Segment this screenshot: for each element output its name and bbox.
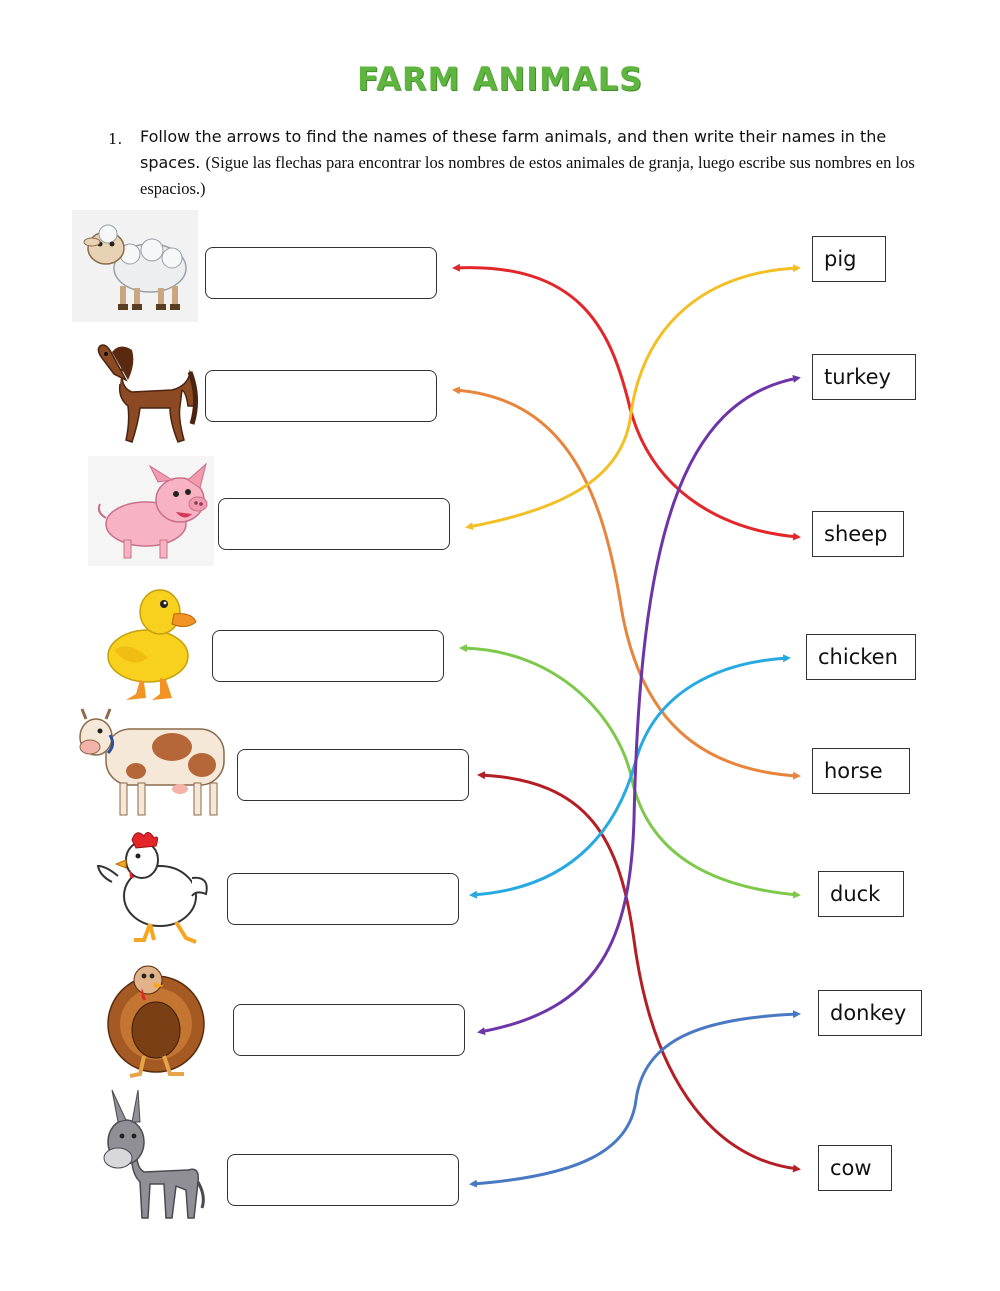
arrow-donkey [472,1014,798,1184]
word-box-duck: duck [818,871,904,917]
arrow-horse [455,390,798,776]
word-box-turkey: turkey [812,354,916,400]
instruction-english: Follow the arrows to find the names of these farm animals, and then write their names in the spaces. [140,127,887,172]
word-box-chicken: chicken [806,634,916,680]
word-box-cow: cow [818,1145,892,1191]
word-box-horse: horse [812,748,910,794]
word-box-pig: pig [812,236,886,282]
instruction-number: 1. [108,130,123,148]
worksheet-title: FARM ANIMALS [356,60,644,98]
word-box-sheep: sheep [812,511,904,557]
arrow-turkey [480,378,798,1032]
word-box-donkey: donkey [818,990,922,1036]
arrow-duck [462,648,798,895]
arrow-cow [480,775,798,1169]
instruction-spanish: (Sigue las flechas para encontrar los nombres de estos animales de granja, luego escribe sus nombres en los espacios.) [140,153,915,198]
